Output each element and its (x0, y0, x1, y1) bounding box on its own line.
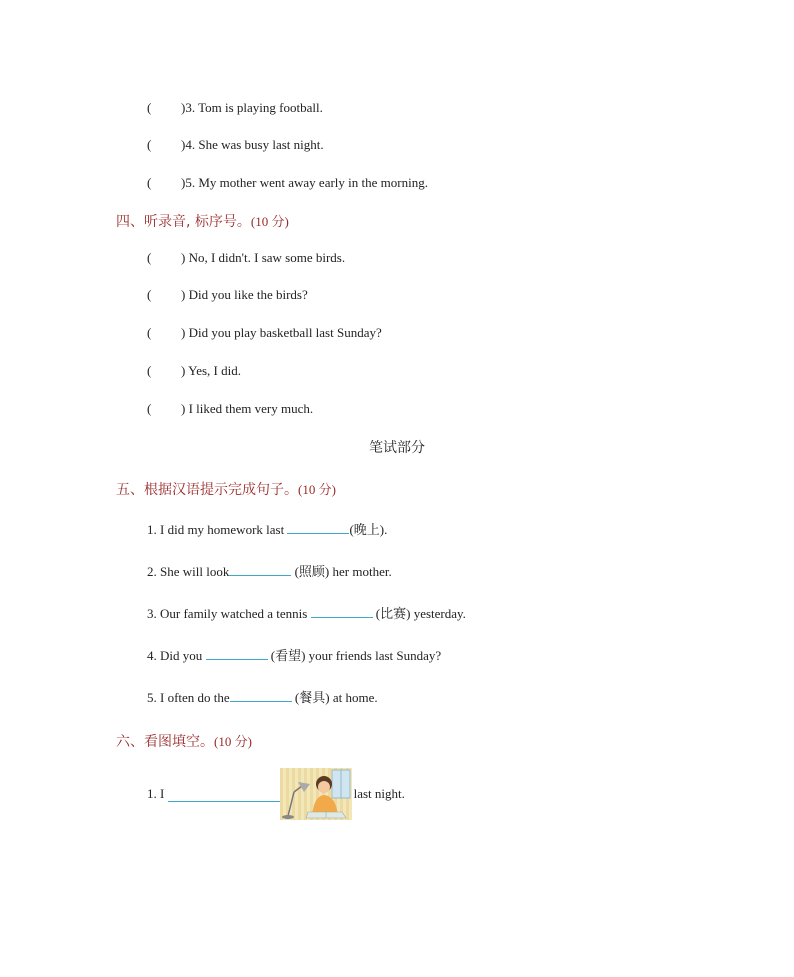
section4-heading: 四、听录音, 标序号。(10 分) (116, 214, 289, 230)
section6-item: 1. I last night. (147, 768, 405, 820)
answer-bracket[interactable]: ( (147, 175, 152, 190)
answer-blank[interactable] (311, 605, 373, 618)
section4-item: ( ) No, I didn't. I saw some birds. (147, 250, 346, 265)
written-part-title: 笔试部分 (369, 440, 425, 456)
section5-item: 2. She will look (照顾) her mother. (147, 564, 392, 579)
answer-blank[interactable] (168, 789, 280, 802)
answer-blank[interactable] (229, 563, 291, 576)
section5-item: 5. I often do the (餐具) at home. (147, 690, 378, 705)
section3-item-5: ( )5. My mother went away early in the morning. (147, 175, 428, 190)
answer-bracket[interactable]: ( (147, 401, 152, 416)
answer-blank[interactable] (230, 689, 292, 702)
answer-bracket[interactable]: ( (147, 250, 152, 265)
section3-item-4: ( )4. She was busy last night. (147, 137, 324, 152)
answer-bracket[interactable]: ( (147, 100, 152, 115)
answer-bracket[interactable]: ( (147, 137, 152, 152)
girl-studying-picture (280, 768, 352, 820)
answer-blank[interactable] (287, 521, 349, 534)
section5-item: 1. I did my homework last (晚上). (147, 522, 388, 537)
section4-item: ( ) Did you play basketball last Sunday? (147, 325, 382, 340)
section5-item: 4. Did you (看望) your friends last Sunday? (147, 648, 442, 663)
section4-item: ( ) Yes, I did. (147, 363, 241, 378)
answer-blank[interactable] (206, 647, 268, 660)
section5-item: 3. Our family watched a tennis (比赛) yesterday. (147, 606, 466, 621)
answer-bracket[interactable]: ( (147, 287, 152, 302)
section5-heading: 五、根据汉语提示完成句子。(10 分) (116, 482, 336, 498)
section4-item: ( ) Did you like the birds? (147, 287, 308, 302)
section4-item: ( ) I liked them very much. (147, 401, 314, 416)
section6-heading: 六、看图填空。(10 分) (116, 734, 252, 750)
answer-bracket[interactable]: ( (147, 363, 152, 378)
answer-bracket[interactable]: ( (147, 325, 152, 340)
section3-item-3: ( )3. Tom is playing football. (147, 100, 323, 115)
